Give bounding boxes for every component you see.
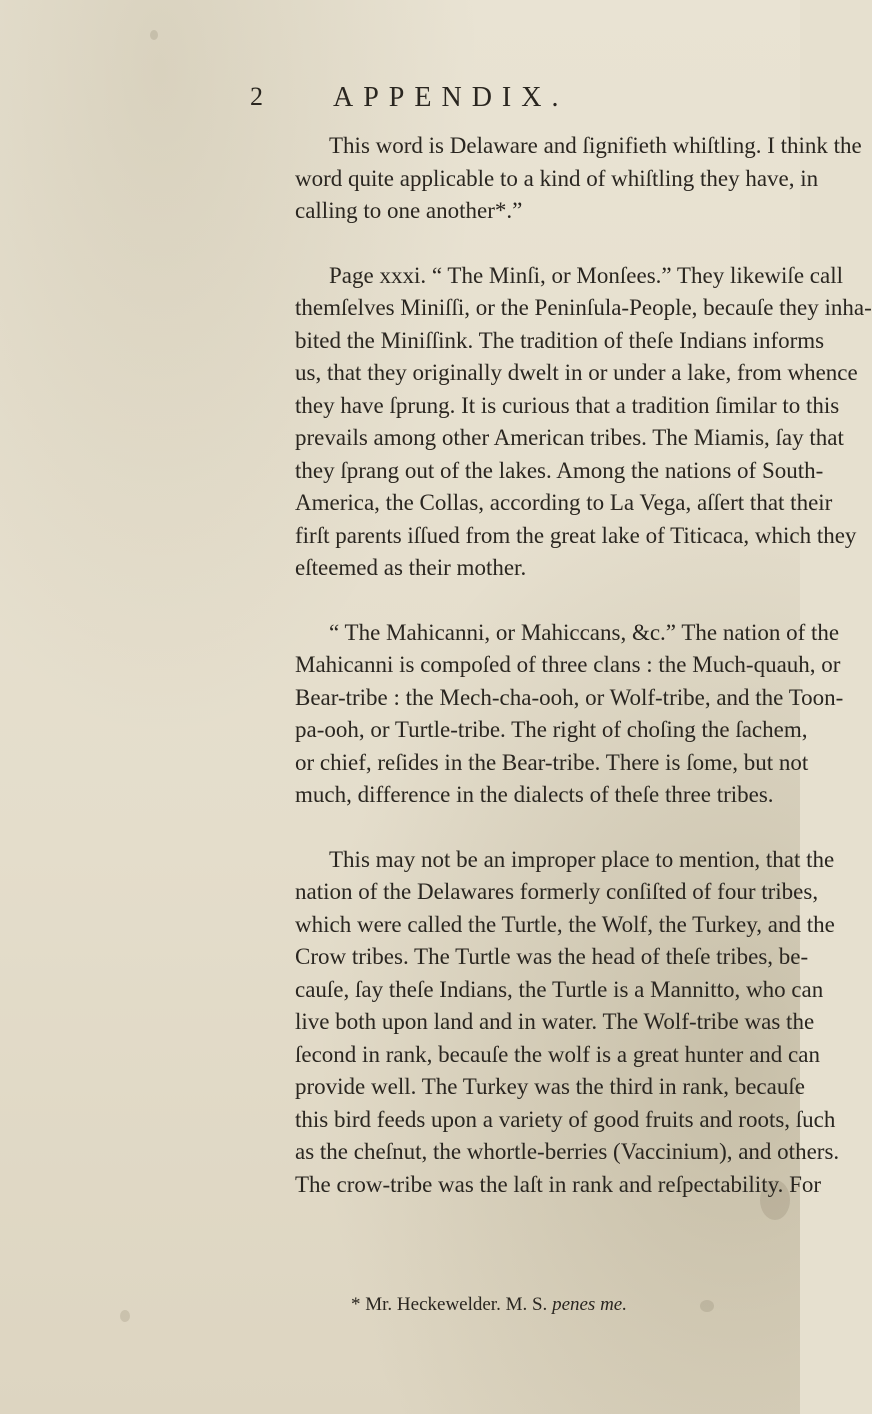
paragraph [295, 260, 872, 585]
paragraph [295, 617, 844, 812]
body-text [295, 130, 872, 1201]
paper-stain [700, 1300, 714, 1312]
footnote-italic-note: penes me. [552, 1294, 627, 1315]
text-line: This word is Delaware and ſignifieth whiſtling. I think the [329, 133, 862, 158]
text-line: prevails among other American tribes. The Miamis, ſay that [295, 425, 844, 450]
page-header [0, 82, 800, 116]
running-head: APPENDIX. [333, 82, 569, 113]
text-line: this bird feeds upon a variety of good fruits and roots, ſuch [295, 1106, 836, 1132]
text-line: which were called the Turtle, the Wolf, the Turkey, and the [295, 911, 835, 937]
text-line: pa-ooh, or Turtle-tribe. The right of choſing the ſachem, [295, 717, 808, 742]
text-line: cauſe, ſay theſe Indians, the Turtle is a Mannitto, who can [295, 976, 824, 1002]
footnote-text: Mr. Heckewelder. M. S. [365, 1294, 548, 1315]
text-line: word quite applicable to a kind of whiſtling they have, in [295, 165, 819, 191]
paragraph [295, 130, 862, 228]
text-line: they have ſprung. It is curious that a tradition ſimilar to this [295, 392, 840, 418]
paragraph [295, 844, 840, 1202]
text-line: us, that they originally dwelt in or under a lake, from whence [295, 360, 858, 385]
paper-stain [150, 30, 158, 40]
text-line: much, difference in the dialects of theſe three tribes. [295, 782, 774, 807]
text-line: firſt parents iſſued from the great lake of Titicaca, which they [295, 522, 857, 548]
text-line: provide well. The Turkey was the third in rank, becauſe [295, 1074, 805, 1099]
text-line: live both upon land and in water. The Wolf-tribe was the [295, 1009, 815, 1034]
text-line: bited the Miniſſink. The tradition of theſe Indians informs [295, 327, 825, 353]
text-line: they ſprang out of the lakes. Among the nations of South- [295, 457, 824, 483]
text-line: or chief, reſides in the Bear-tribe. There is ſome, but not [295, 749, 809, 775]
text-line: Bear-tribe : the Mech-cha-ooh, or Wolf-tribe, and the Toon- [295, 684, 844, 710]
text-line: eſteemed as their mother. [295, 555, 527, 580]
text-line: The crow-tribe was the laſt in rank and reſpectability. For [295, 1171, 822, 1197]
text-line: This may not be an improper place to mention, that the [329, 846, 835, 872]
text-line: America, the Collas, according to La Vega, aſſert that their [295, 490, 833, 515]
text-line: Page xxxi. “ The Minſi, or Monſees.” They likewiſe call [329, 262, 843, 288]
paper-stain [120, 1310, 130, 1322]
text-line: themſelves Miniſſi, or the Peninſula-People, becauſe they inha- [295, 295, 872, 320]
page-number: 2 [250, 82, 264, 111]
text-line: calling to one another*.” [295, 198, 523, 223]
text-line: as the cheſnut, the whortle-berries (Vaccinium), and others. [295, 1139, 840, 1164]
text-line: “ The Mahicanni, or Mahiccans, &c.” The nation of the [329, 619, 840, 645]
text-line: nation of the Delawares formerly conſiſted of four tribes, [295, 879, 819, 904]
text-line: ſecond in rank, becauſe the wolf is a great hunter and can [295, 1041, 820, 1067]
footnote [351, 1294, 627, 1316]
text-line: Crow tribes. The Turtle was the head of theſe tribes, be- [295, 944, 809, 969]
footnote-marker: * [351, 1294, 361, 1315]
text-line: Mahicanni is compoſed of three clans : the Much-quauh, or [295, 652, 841, 677]
